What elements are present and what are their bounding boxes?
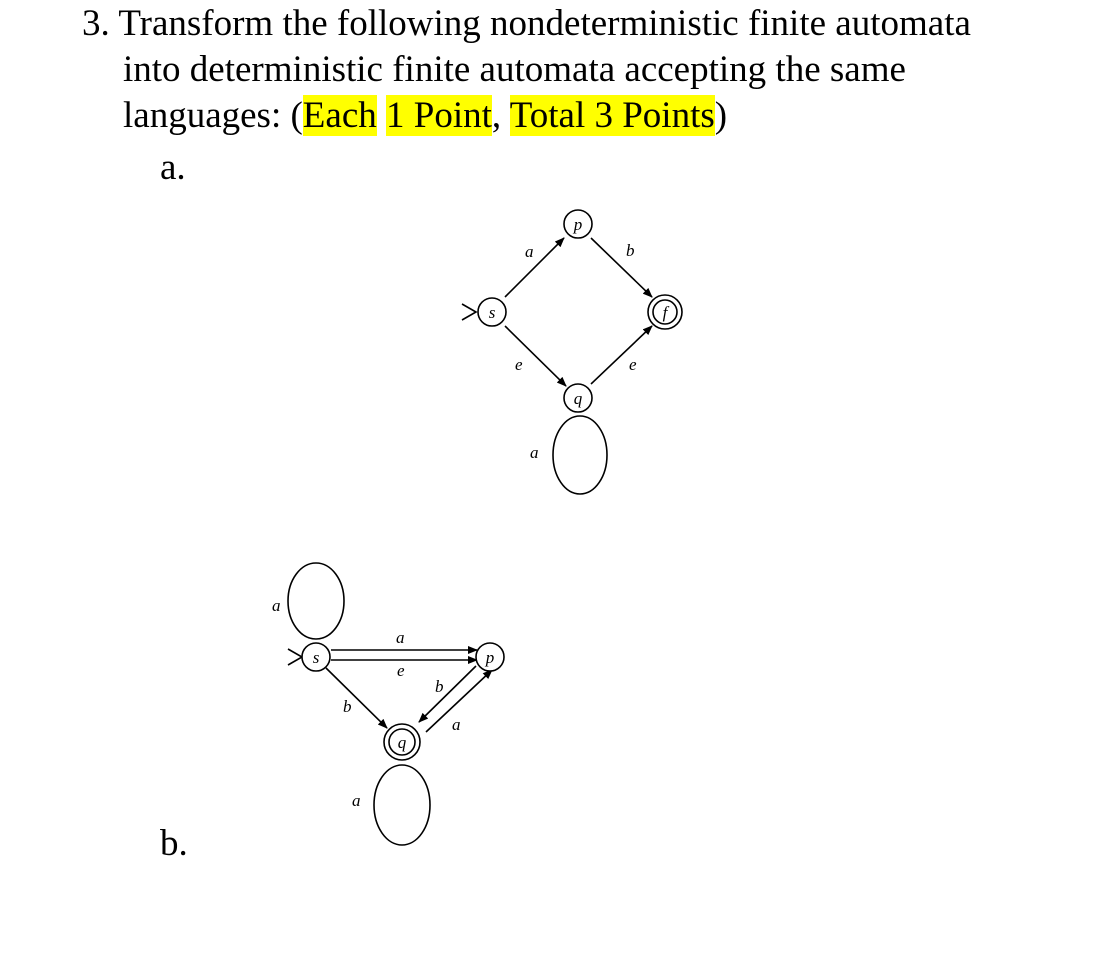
automaton-b [272, 563, 504, 845]
question-number: 3. [82, 3, 110, 44]
close-paren: ) [714, 95, 728, 136]
comma: , [491, 95, 510, 136]
part-b-label: b. [160, 823, 188, 864]
a-label-p-f: b [626, 241, 635, 260]
b-loop-q [374, 765, 430, 845]
a-state-q-label: q [573, 389, 583, 408]
a-state-s-label: s [488, 303, 496, 322]
b-state-s-label: s [312, 648, 320, 667]
a-state-f-label: f [662, 303, 668, 322]
a-state-p-label: p [573, 215, 583, 234]
b-state-q-label: q [397, 733, 407, 752]
a-edge-q-f [591, 326, 652, 384]
b-edge-s-q [326, 668, 387, 728]
question-text-1: Transform the following nondeterministic finite automata [118, 3, 971, 44]
b-label-s-p-a: a [396, 628, 405, 647]
b-start-arrow [288, 649, 302, 665]
highlight-one-point: 1 Point [386, 95, 492, 136]
automaton-a [462, 210, 682, 494]
b-loop-s [288, 563, 344, 639]
b-label-q-loop: a [352, 791, 361, 810]
question-line-2: into deterministic finite automata accepting the same [123, 49, 906, 90]
part-a-label: a. [160, 147, 186, 188]
a-edge-s-p [505, 238, 564, 297]
b-label-s-p-e: e [397, 661, 405, 680]
a-start-arrow [462, 304, 476, 320]
a-label-s-p: a [525, 242, 534, 261]
b-label-s-loop: a [272, 596, 281, 615]
a-edge-p-f [591, 238, 652, 297]
b-label-q-p: a [452, 715, 461, 734]
highlight-each: Each [302, 95, 377, 136]
a-loop-q [553, 416, 607, 494]
a-label-s-q: e [515, 355, 523, 374]
b-label-s-q: b [343, 697, 352, 716]
a-label-q-loop: a [530, 443, 539, 462]
b-label-p-q: b [435, 677, 444, 696]
highlight-total: Total 3 Points [509, 95, 715, 136]
a-label-q-f: e [629, 355, 637, 374]
b-state-p-label: p [485, 648, 495, 667]
question-text-3: languages: ( [123, 95, 303, 136]
